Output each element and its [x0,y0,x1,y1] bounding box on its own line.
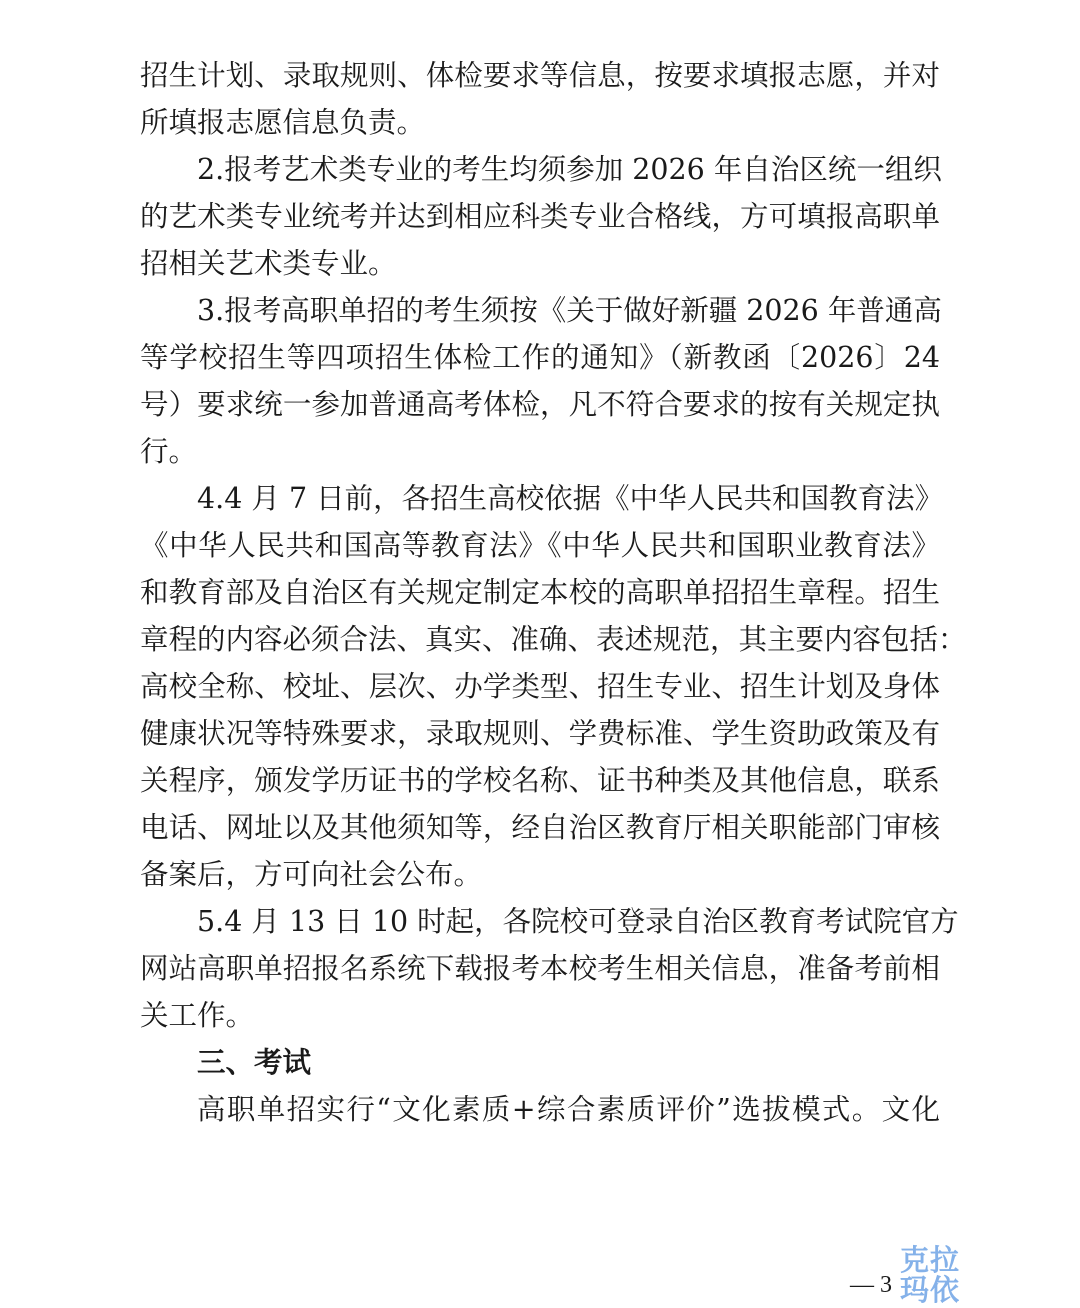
text-line: 高校全称、校址、层次、办学类型、招生专业、招生计划及身体 [140,670,940,703]
text-line: 网站高职单招报名系统下载报考本校考生相关信息，准备考前相 [140,952,940,985]
text-line: 电话、网址以及其他须知等，经自治区教育厅相关职能部门审核 [140,811,940,844]
text-line: 所填报志愿信息负责。 [140,106,426,139]
page-number: — 3 [850,1272,892,1298]
text-line: 的艺术类专业统考并达到相应科类专业合格线，方可填报高职单 [140,200,940,233]
text-line: 《中华人民共和国高等教育法》《中华人民共和国职业教育法》 [140,529,940,562]
text-line: 3.报考高职单招的考生须按《关于做好新疆 2026 年普通高 [197,294,942,327]
text-line: 关工作。 [140,999,255,1032]
text-line: 章程的内容必须合法、真实、准确、表述规范，其主要内容包括： [140,623,967,656]
text-line: 招生计划、录取规则、体检要求等信息，按要求填报志愿，并对 [140,59,940,92]
text-line: 5.4 月 13 日 10 时起，各院校可登录自治区教育考试院官方 [197,905,959,938]
text-line: 高职单招实行“文化素质+综合素质评价”选拔模式。文化 [197,1093,940,1126]
section-heading: 三、考试 [197,1045,312,1079]
document-body [140,52,967,1133]
watermark-logo: 克拉 玛依 [900,1243,961,1307]
text-line: 备案后，方可向社会公布。 [140,858,483,891]
text-line: 关程序，颁发学历证书的学校名称、证书种类及其他信息，联系 [140,764,940,797]
text-line: 号）要求统一参加普通高考体检，凡不符合要求的按有关规定执 [140,388,940,421]
text-line: 和教育部及自治区有关规定制定本校的高职单招招生章程。招生 [140,576,940,609]
text-line: 等学校招生等四项招生体检工作的通知》（新教函〔2026〕24 [140,341,940,374]
text-line: 行。 [140,435,198,468]
text-line: 4.4 月 7 日前，各招生高校依据《中华人民共和国教育法》 [197,482,944,515]
text-line: 2.报考艺术类专业的考生均须参加 2026 年自治区统一组织 [197,153,942,186]
text-line: 招相关艺术类专业。 [140,247,397,280]
text-line: 健康状况等特殊要求，录取规则、学费标准、学生资助政策及有 [140,717,940,750]
